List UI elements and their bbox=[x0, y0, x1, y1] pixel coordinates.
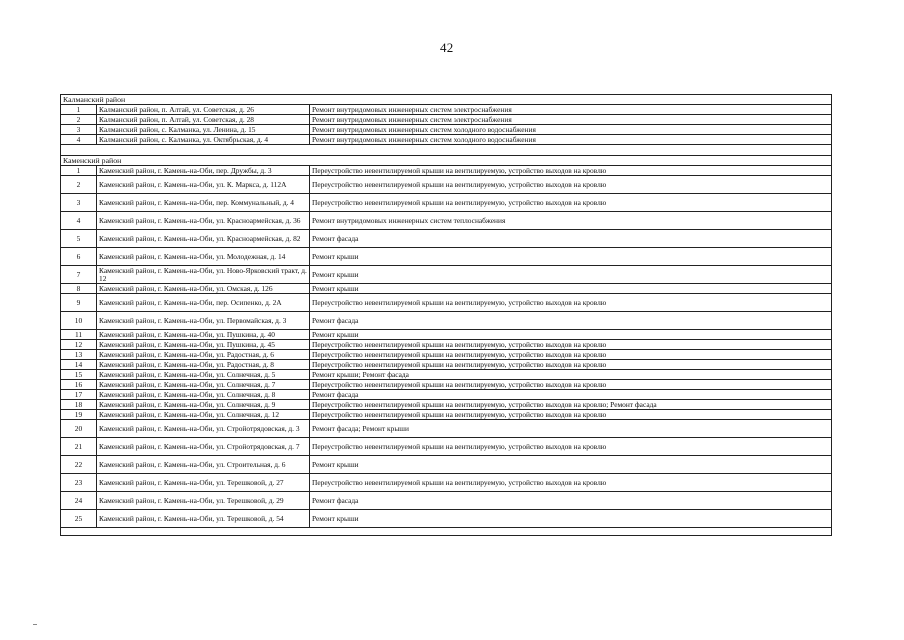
row-number: 9 bbox=[61, 294, 97, 312]
row-address: Каменский район, г. Камень-на-Оби, ул. Ново-Ярковский тракт, д. 12 bbox=[97, 266, 310, 284]
row-address: Каменский район, г. Камень-на-Оби, пер. Коммунальный, д. 4 bbox=[97, 194, 310, 212]
scan-artifact bbox=[33, 624, 37, 625]
row-work-type: Ремонт фасада bbox=[310, 492, 832, 510]
table-row bbox=[61, 266, 832, 284]
row-address: Каменский район, г. Камень-на-Оби, ул. Солнечная, д. 8 bbox=[97, 390, 310, 400]
row-address: Каменский район, г. Камень-на-Оби, ул. Строительная, д. 6 bbox=[97, 456, 310, 474]
row-number: 5 bbox=[61, 230, 97, 248]
row-address: Каменский район, г. Камень-на-Оби, ул. Терешковой, д. 27 bbox=[97, 474, 310, 492]
row-address: Каменский район, г. Камень-на-Оби, ул. Радостная, д. 6 bbox=[97, 350, 310, 360]
table-row bbox=[61, 400, 832, 410]
table-row bbox=[61, 105, 832, 115]
table-row bbox=[61, 456, 832, 474]
row-number: 22 bbox=[61, 456, 97, 474]
table-row bbox=[61, 230, 832, 248]
table-row bbox=[61, 380, 832, 390]
table-row bbox=[61, 420, 832, 438]
row-number: 13 bbox=[61, 350, 97, 360]
row-work-type: Переустройство невентилируемой крыши на вентилируемую, устройство выходов на кровлю bbox=[310, 380, 832, 390]
table-end-row bbox=[61, 528, 832, 536]
row-address: Каменский район, г. Камень-на-Оби, ул. Терешковой, д. 54 bbox=[97, 510, 310, 528]
row-address: Каменский район, г. Камень-на-Оби, ул. Солнечная, д. 9 bbox=[97, 400, 310, 410]
row-address: Каменский район, г. Камень-на-Оби, ул. К. Маркса, д. 112А bbox=[97, 176, 310, 194]
row-work-type: Ремонт крыши bbox=[310, 456, 832, 474]
row-work-type: Ремонт внутридомовых инженерных систем теплоснабжения bbox=[310, 212, 832, 230]
table-row bbox=[61, 340, 832, 350]
table-row bbox=[61, 312, 832, 330]
table-row bbox=[61, 166, 832, 176]
row-work-type: Переустройство невентилируемой крыши на вентилируемую, устройство выходов на кровлю bbox=[310, 350, 832, 360]
table-row bbox=[61, 510, 832, 528]
table-row bbox=[61, 360, 832, 370]
table-row bbox=[61, 115, 832, 125]
row-work-type: Ремонт фасада; Ремонт крыши bbox=[310, 420, 832, 438]
row-number: 1 bbox=[61, 166, 97, 176]
row-work-type: Ремонт крыши bbox=[310, 330, 832, 340]
row-work-type: Переустройство невентилируемой крыши на вентилируемую, устройство выходов на кровлю bbox=[310, 360, 832, 370]
row-number: 20 bbox=[61, 420, 97, 438]
row-address: Калманский район, с. Калманка, ул. Ленина, д. 15 bbox=[97, 125, 310, 135]
row-number: 24 bbox=[61, 492, 97, 510]
repair-program-table bbox=[60, 94, 832, 536]
row-address: Каменский район, г. Камень-на-Оби, ул. Пушкина, д. 40 bbox=[97, 330, 310, 340]
row-number: 6 bbox=[61, 248, 97, 266]
row-work-type: Переустройство невентилируемой крыши на вентилируемую, устройство выходов на кровлю bbox=[310, 474, 832, 492]
row-number: 4 bbox=[61, 135, 97, 145]
row-work-type: Ремонт крыши bbox=[310, 248, 832, 266]
row-address: Калманский район, с. Калманка, ул. Октябрьская, д. 4 bbox=[97, 135, 310, 145]
row-number: 15 bbox=[61, 370, 97, 380]
section-title: Каменский район bbox=[61, 156, 832, 166]
row-address: Каменский район, г. Камень-на-Оби, ул. Солнечная, д. 5 bbox=[97, 370, 310, 380]
table-body bbox=[61, 95, 832, 536]
row-address: Каменский район, г. Камень-на-Оби, ул. Красноармейская, д. 82 bbox=[97, 230, 310, 248]
row-address: Каменский район, г. Камень-на-Оби, ул. Солнечная, д. 7 bbox=[97, 380, 310, 390]
row-address: Калманский район, п. Алтай, ул. Советская, д. 28 bbox=[97, 115, 310, 125]
row-work-type: Переустройство невентилируемой крыши на вентилируемую, устройство выходов на кровлю bbox=[310, 166, 832, 176]
table-row bbox=[61, 492, 832, 510]
row-number: 7 bbox=[61, 266, 97, 284]
table-row bbox=[61, 125, 832, 135]
table-row bbox=[61, 474, 832, 492]
row-address: Калманский район, п. Алтай, ул. Советская, д. 26 bbox=[97, 105, 310, 115]
row-work-type: Ремонт крыши bbox=[310, 510, 832, 528]
row-number: 3 bbox=[61, 194, 97, 212]
table-row bbox=[61, 176, 832, 194]
row-address: Каменский район, г. Камень-на-Оби, ул. Стройотрядовская, д. 3 bbox=[97, 420, 310, 438]
row-number: 17 bbox=[61, 390, 97, 400]
row-work-type: Ремонт внутридомовых инженерных систем электроснабжения bbox=[310, 115, 832, 125]
row-work-type: Ремонт внутридомовых инженерных систем холодного водоснабжения bbox=[310, 125, 832, 135]
row-number: 12 bbox=[61, 340, 97, 350]
row-address: Каменский район, г. Камень-на-Оби, ул. Первомайская, д. 3 bbox=[97, 312, 310, 330]
row-number: 25 bbox=[61, 510, 97, 528]
row-number: 14 bbox=[61, 360, 97, 370]
row-number: 23 bbox=[61, 474, 97, 492]
row-work-type: Ремонт крыши; Ремонт фасада bbox=[310, 370, 832, 380]
table-row bbox=[61, 284, 832, 294]
row-number: 19 bbox=[61, 410, 97, 420]
row-address: Каменский район, г. Камень-на-Оби, ул. Солнечная, д. 12 bbox=[97, 410, 310, 420]
spacer-cell bbox=[61, 145, 832, 156]
row-work-type: Ремонт крыши bbox=[310, 284, 832, 294]
table-row bbox=[61, 294, 832, 312]
row-address: Каменский район, г. Камень-на-Оби, ул. Стройотрядовская, д. 7 bbox=[97, 438, 310, 456]
row-work-type: Ремонт внутридомовых инженерных систем электроснабжения bbox=[310, 105, 832, 115]
row-address: Каменский район, г. Камень-на-Оби, ул. Радостная, д. 8 bbox=[97, 360, 310, 370]
row-work-type: Переустройство невентилируемой крыши на вентилируемую, устройство выходов на кровлю bbox=[310, 438, 832, 456]
row-work-type: Переустройство невентилируемой крыши на вентилируемую, устройство выходов на кровлю bbox=[310, 410, 832, 420]
row-work-type: Ремонт фасада bbox=[310, 390, 832, 400]
table-row bbox=[61, 410, 832, 420]
row-number: 4 bbox=[61, 212, 97, 230]
row-number: 3 bbox=[61, 125, 97, 135]
row-address: Каменский район, г. Камень-на-Оби, ул. Молодежная, д. 14 bbox=[97, 248, 310, 266]
row-address: Каменский район, г. Камень-на-Оби, пер. Осипенко, д. 2А bbox=[97, 294, 310, 312]
table-row bbox=[61, 248, 832, 266]
row-number: 11 bbox=[61, 330, 97, 340]
section-header-row bbox=[61, 95, 832, 105]
row-address: Каменский район, г. Камень-на-Оби, ул. Красноармейская, д. 36 bbox=[97, 212, 310, 230]
row-work-type: Ремонт фасада bbox=[310, 312, 832, 330]
row-number: 2 bbox=[61, 176, 97, 194]
table-row bbox=[61, 390, 832, 400]
empty-cell bbox=[61, 528, 832, 536]
page-number: 42 bbox=[440, 40, 454, 55]
row-number: 2 bbox=[61, 115, 97, 125]
table-row bbox=[61, 370, 832, 380]
row-address: Каменский район, г. Камень-на-Оби, ул. Терешковой, д. 29 bbox=[97, 492, 310, 510]
table-row bbox=[61, 350, 832, 360]
section-title: Калманский район bbox=[61, 95, 832, 105]
row-number: 16 bbox=[61, 380, 97, 390]
row-number: 8 bbox=[61, 284, 97, 294]
row-work-type: Переустройство невентилируемой крыши на вентилируемую, устройство выходов на кровлю bbox=[310, 294, 832, 312]
row-work-type: Переустройство невентилируемой крыши на вентилируемую, устройство выходов на кровлю bbox=[310, 340, 832, 350]
section-spacer bbox=[61, 145, 832, 156]
row-number: 18 bbox=[61, 400, 97, 410]
row-address: Каменский район, г. Камень-на-Оби, ул. Омская, д. 126 bbox=[97, 284, 310, 294]
row-work-type: Ремонт крыши bbox=[310, 266, 832, 284]
row-work-type: Ремонт внутридомовых инженерных систем холодного водоснабжения bbox=[310, 135, 832, 145]
row-number: 10 bbox=[61, 312, 97, 330]
row-address: Каменский район, г. Камень-на-Оби, пер. Дружбы, д. 3 bbox=[97, 166, 310, 176]
row-work-type: Ремонт фасада bbox=[310, 230, 832, 248]
table-row bbox=[61, 438, 832, 456]
row-work-type: Переустройство невентилируемой крыши на вентилируемую, устройство выходов на кровлю bbox=[310, 194, 832, 212]
table-row bbox=[61, 330, 832, 340]
table-row bbox=[61, 212, 832, 230]
row-work-type: Переустройство невентилируемой крыши на вентилируемую, устройство выходов на кровлю; Ремонт фасада bbox=[310, 400, 832, 410]
row-number: 21 bbox=[61, 438, 97, 456]
table-row bbox=[61, 135, 832, 145]
section-header-row bbox=[61, 156, 832, 166]
row-work-type: Переустройство невентилируемой крыши на вентилируемую, устройство выходов на кровлю bbox=[310, 176, 832, 194]
row-number: 1 bbox=[61, 105, 97, 115]
table-row bbox=[61, 194, 832, 212]
row-address: Каменский район, г. Камень-на-Оби, ул. Пушкина, д. 45 bbox=[97, 340, 310, 350]
